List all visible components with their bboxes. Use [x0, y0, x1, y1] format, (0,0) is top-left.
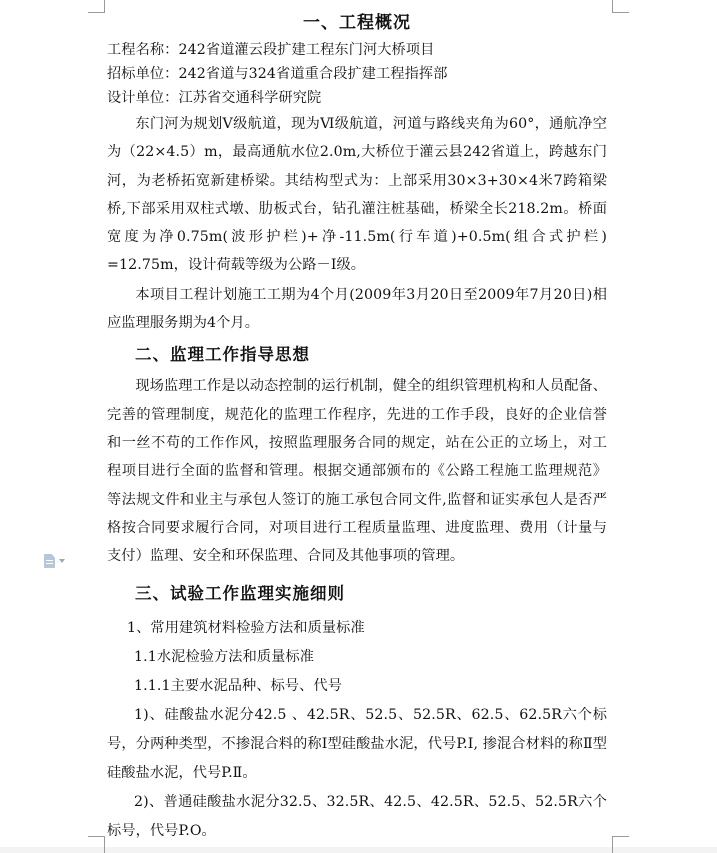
paragraph-options-button[interactable]	[44, 553, 74, 569]
section-title-overview: 一、工程概况	[303, 13, 411, 33]
subheading-materials: 1、常用建筑材料检验方法和质量标准	[127, 620, 365, 637]
section-title-guiding-idea: 二、监理工作指导思想	[135, 345, 310, 365]
subheading-cement-types: 1.1.1主要水泥品种、标号、代号	[134, 678, 343, 695]
list-item-ordinary-cement: 2)、普通硅酸盐水泥分32.5、32.5R、42.5、42.5R、52.5、52.5R六个标号，代号P.O。	[107, 794, 607, 840]
margin-corner-top-right	[612, 0, 629, 13]
document-body	[107, 8, 607, 846]
tender-unit-line: 招标单位：242省道与324省道重合段扩建工程指挥部	[107, 66, 448, 82]
paragraph-schedule: 本项目工程计划施工工期为4个月(2009年3月20日至2009年7月20日)相应监理服务期为4个月。	[107, 286, 607, 332]
document-icon	[44, 554, 55, 568]
list-item-portland-cement: 1)、硅酸盐水泥分42.5 、42.5R、52.5、52.5R、62.5、62.5R六个标号，分两种类型，不掺混合料的称Ⅰ型硅酸盐水泥，代号P.Ⅰ, 掺混合材料的称Ⅱ型硅酸盐水泥，代号P.Ⅱ。	[107, 707, 607, 782]
design-unit-line: 设计单位：江苏省交通科学研究院	[107, 90, 322, 106]
section-title-testing: 三、试验工作监理实施细则	[135, 584, 345, 604]
margin-corner-bottom-right	[612, 836, 629, 853]
subheading-cement: 1.1水泥检验方法和质量标准	[134, 649, 315, 666]
chevron-down-icon	[59, 559, 65, 563]
margin-corner-bottom-left	[88, 836, 105, 853]
paragraph-supervision: 现场监理工作是以动态控制的运行机制，健全的组织管理机构和人员配备、完善的管理制度，规范化的监理工作程序，先进的工作手段，良好的企业信誉和一丝不苟的工作作风，按照监理服务合同的规定，站在公正的立场上，对工程项目进行全面的监督和管理。根据交通部颁布的《公路工程施工监理规范》等法规文件和业主与承包人签订的施工承包合同文件,监督和证实承包人是否严格按合同要求履行合同，对项目进行工程质量监理、进度监理、费用（计量与支付）监理、安全和环保监理、合同及其他事项的管理。	[107, 378, 607, 565]
paragraph-bridge-description: 东门河为规划Ⅴ级航道，现为Ⅵ级航道，河道与路线夹角为60°，通航净空为（22×4.5）m，最高通航水位2.0m,大桥位于灌云县242省道上，跨越东门河，为老桥拓宽新建桥梁。其结构型式为：上部采用30×3+30×4米7跨箱梁桥,下部采用双柱式墩、肋板式台，钻孔灌注桩基础，桥梁全长218.2m。桥面宽度为净0.75m(波形护栏)+净-11.5m(行车道)+0.5m(组合式护栏) =12.75m，设计荷载等级为公路－Ⅰ级。	[107, 116, 607, 274]
project-name-line: 工程名称：242省道灌云段扩建工程东门河大桥项目	[107, 42, 435, 58]
margin-corner-top-left	[88, 0, 105, 13]
